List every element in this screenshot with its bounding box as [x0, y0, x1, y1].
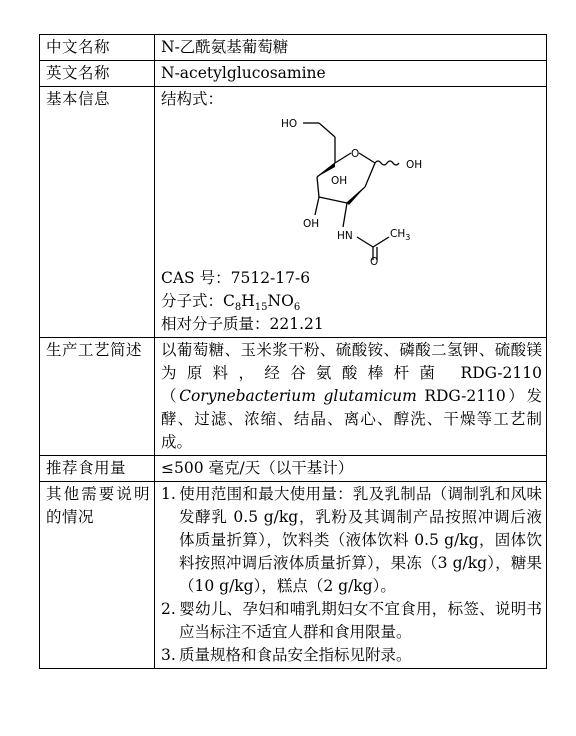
molecular-formula: [223, 292, 301, 314]
molecular-weight: 221.21: [269, 315, 324, 333]
atom-hn: HN: [337, 230, 353, 242]
row-chinese-name: [40, 35, 547, 61]
value-basic-info: [155, 87, 547, 338]
value-chinese-name: N-乙酰氨基葡萄糖: [155, 35, 547, 61]
row-process: [40, 338, 547, 456]
atom-ring-o: O: [351, 148, 360, 160]
atom-carbonyl-o: O: [370, 256, 379, 265]
formula-h: H: [241, 292, 255, 310]
requirement-num-3: 3.: [161, 646, 176, 664]
requirements-list: [161, 483, 542, 667]
structure-label: 结构式：: [161, 90, 224, 108]
requirement-item-3: [161, 644, 542, 667]
label-dose: 推荐食用量: [40, 456, 155, 482]
formula-h-count: 15: [254, 302, 268, 314]
cas-label: CAS 号：: [161, 269, 231, 287]
requirement-text-3: 质量规格和食品安全指标见附录。: [179, 646, 412, 664]
structural-formula-diagram: [279, 115, 519, 265]
value-dose: ≤500 毫克/天（以干基计）: [155, 456, 547, 482]
formula-c: C: [223, 292, 235, 310]
label-other: 其他需要说明的情况: [40, 482, 155, 669]
atom-oh-c4: OH: [331, 175, 348, 187]
row-other: [40, 482, 547, 669]
formula-no: NO: [267, 292, 294, 310]
row-english-name: [40, 61, 547, 87]
mw-line: [161, 313, 542, 336]
atom-ch: [390, 228, 410, 242]
label-basic-info: 基本信息: [40, 87, 155, 338]
label-process: 生产工艺简述: [40, 338, 155, 456]
requirement-item-1: [161, 483, 542, 598]
requirement-text-2: 婴幼儿、孕妇和哺乳期妇女不宜食用，标签、说明书应当标注不适宜人群和食用限量。: [179, 600, 542, 641]
mw-label: 相对分子质量：: [161, 315, 270, 333]
ingredient-spec-table: [39, 34, 547, 669]
process-text-2: RDG-2110）发酵、过滤、浓缩、结晶、离心、醇洗、干燥等工艺制成。: [161, 387, 542, 451]
formula-line: [161, 290, 542, 313]
requirement-item-2: [161, 598, 542, 644]
process-text-1: 以葡萄糖、玉米浆干粉、硫酸铵、磷酸二氢钾、硫酸镁为原料，经谷氨酸棒杆菌 RDG-2110（: [161, 341, 542, 405]
value-process: [155, 338, 547, 456]
row-dose: [40, 456, 547, 482]
requirement-text-1: 使用范围和最大使用量：乳及乳制品（调制乳和风味发酵乳 0.5 g/kg，乳粉及其调制产品按照冲调后液体质量折算），饮料类（液体饮料 0.5 g/kg，固体饮料按照冲调后液体质量折算），果冻（3 g/kg），糖果（10 g/kg），糕点（2 g/kg）。: [179, 485, 542, 595]
label-chinese-name: 中文名称: [40, 35, 155, 61]
value-english-name: N-acetylglucosamine: [155, 61, 547, 87]
value-other: [155, 482, 547, 669]
label-english-name: 英文名称: [40, 61, 155, 87]
cas-number: 7512-17-6: [230, 269, 311, 287]
formula-c-count: 8: [234, 302, 242, 314]
requirement-num-2: 2.: [161, 600, 176, 618]
requirement-num-1: 1.: [161, 485, 176, 503]
formula-label: 分子式：: [161, 292, 224, 310]
atom-ho: HO: [281, 118, 298, 130]
atom-ch-sub: 3: [405, 233, 411, 242]
row-basic-info: [40, 87, 547, 338]
cas-line: [161, 267, 542, 290]
atom-oh-c1: OH: [406, 159, 423, 171]
formula-o-count: 6: [293, 302, 301, 314]
process-species: Corynebacterium glutamicum: [179, 387, 417, 405]
atom-oh-c3: OH: [303, 218, 320, 230]
atom-ch-text: CH: [390, 228, 406, 240]
